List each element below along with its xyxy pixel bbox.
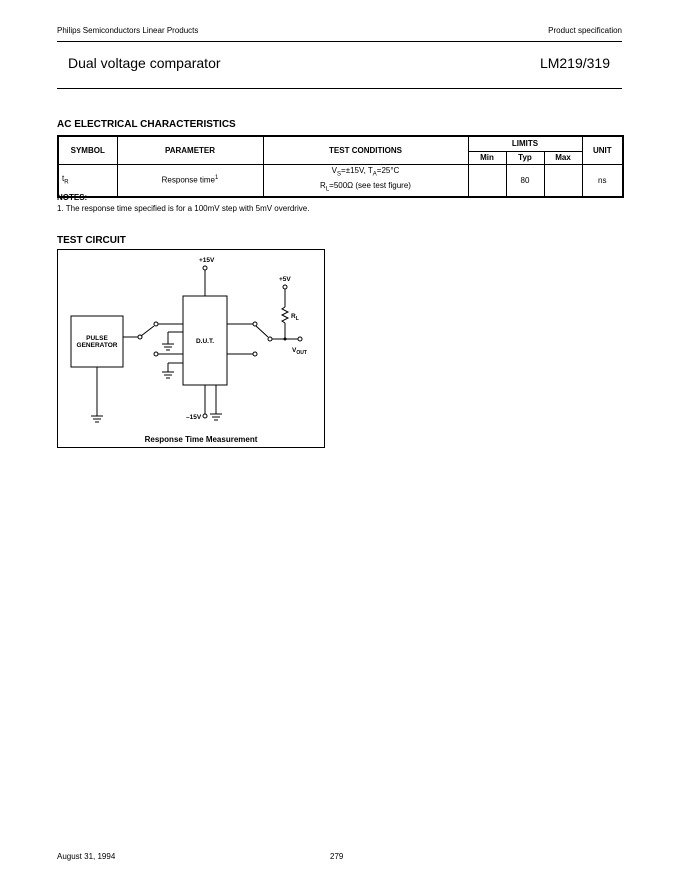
ac-characteristics-table xyxy=(57,135,624,198)
header-rule xyxy=(57,41,622,42)
header-left: Philips Semiconductors Linear Products xyxy=(57,26,199,35)
pulse-label-2: GENERATOR xyxy=(76,342,118,349)
col-max: Max xyxy=(544,151,582,164)
table-row xyxy=(58,164,623,197)
test-circuit-heading: TEST CIRCUIT xyxy=(57,235,126,246)
col-min: Min xyxy=(468,151,506,164)
header-right: Product specification xyxy=(548,26,622,35)
ac-heading: AC ELECTRICAL CHARACTERISTICS xyxy=(57,119,236,130)
col-typ: Typ xyxy=(506,151,544,164)
cell-parameter: Response time$^1$ xyxy=(117,164,263,197)
cell-min xyxy=(468,164,506,197)
cell-typ: 80 xyxy=(506,164,544,197)
doc-title: Dual voltage comparator xyxy=(68,55,221,71)
plus15-label: +15V xyxy=(199,257,215,264)
col-parameter: PARAMETER xyxy=(117,136,263,164)
col-limits: LIMITS xyxy=(468,136,582,151)
plus5-label: +5V xyxy=(279,276,291,283)
col-test-conditions: TEST CONDITIONS xyxy=(263,136,468,164)
notes-heading: NOTES: xyxy=(57,193,88,202)
cell-unit: ns xyxy=(582,164,623,197)
title-rule xyxy=(57,88,622,89)
footer-page: 279 xyxy=(330,852,344,861)
rl-label: $R_L$ xyxy=(291,313,299,322)
pulse-label-1: PULSE xyxy=(86,335,108,342)
dut-label: D.U.T. xyxy=(195,338,215,345)
note-1: 1. The response time specified is for a 100mV step with 5mV overdrive. xyxy=(57,204,310,213)
cell-symbol: $t_R$ xyxy=(58,164,117,197)
cell-max xyxy=(544,164,582,197)
vout-label: $V_{OUT}$ xyxy=(292,347,307,356)
col-unit: UNIT xyxy=(582,136,623,164)
circuit-diagram xyxy=(58,250,324,447)
part-number: LM219/319 xyxy=(539,55,610,71)
test-circuit-figure xyxy=(57,249,325,448)
cell-test-conditions: $V_S=\pm 15V$, $T_A=25^\circ C$ $R_L=500\Omega$ (see test figure) xyxy=(263,164,468,197)
circuit-caption: Response Time Measurement xyxy=(144,435,258,444)
col-symbol: SYMBOL xyxy=(58,136,117,164)
footer-date: August 31, 1994 xyxy=(57,852,116,861)
minus15-label: –15V xyxy=(186,414,202,421)
